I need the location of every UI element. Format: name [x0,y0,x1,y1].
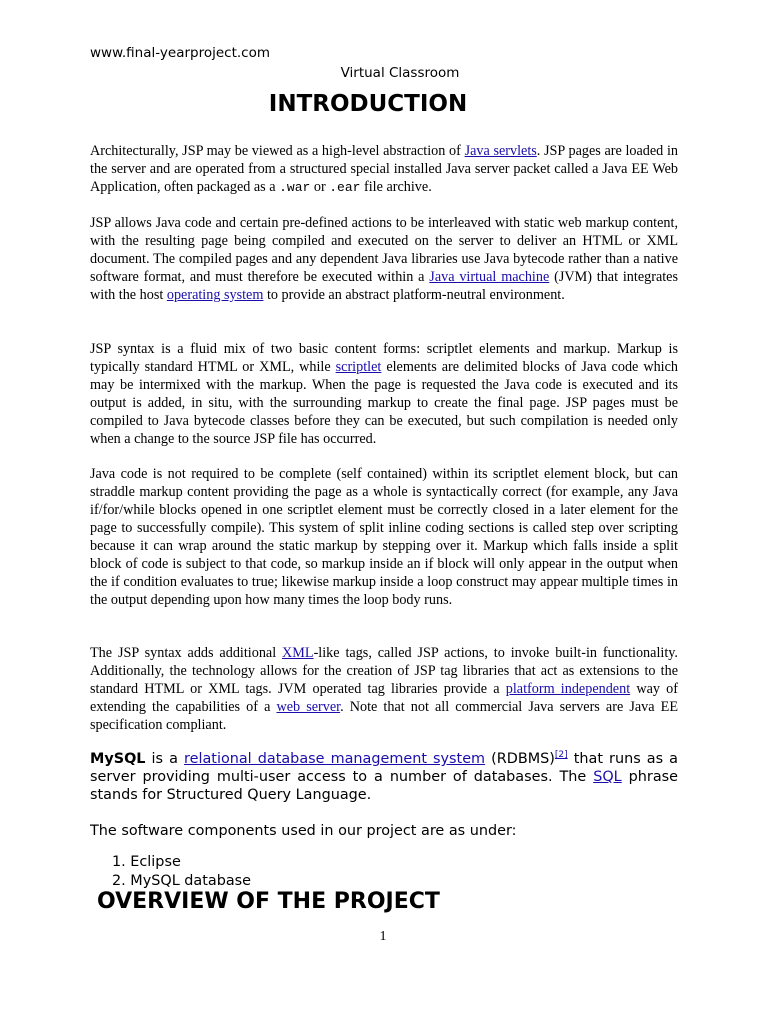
code-war: .war [279,180,311,195]
link-rdbms[interactable]: relational database management system [184,751,486,767]
mysql-bold: MySQL [90,751,146,767]
link-platform-independent[interactable]: platform independent [505,681,631,697]
link-sql[interactable]: SQL [593,769,622,785]
paragraph-jsp-syntax: JSP syntax is a fluid mix of two basic content forms: scriptlet elements and markup. Markup is typically standard HTML or XML, while scriptlet elements are delimited blocks of Java code which may be intermixed with the markup. When the page is requested the Java code is executed and its output is added, in situ, with the surrounding markup to create the final page. JSP pages must be compiled to Java bytecode classes before they can be executed, but such compilation is needed only when a change to the source JSP file has occurred. [90,341,678,447]
link-xml[interactable]: XML [282,645,314,661]
list-item: 2. MySQL database [112,873,252,889]
site-url: www.final-yearproject.com [90,45,270,61]
link-java-virtual-machine[interactable]: Java virtual machine [429,269,550,285]
list-item: 1. Eclipse [112,854,181,870]
components-list [112,853,251,891]
page-number: 1 [379,929,387,944]
introduction-heading: INTRODUCTION [268,91,468,117]
paragraph-jsp-actions: The JSP syntax adds additional XML-like tags, called JSP actions, to invoke built-in functionality. Additionally, the technology allows for the creation of JSP tag libraries that act as extensions to the standard HTML or XML tags. JVM operated tag libraries provide a platform independent way of extending the capabilities of a web server. Note that not all commercial Java servers are Java EE specification compliant. [90,645,678,733]
paragraph-jsp-interleave: JSP allows Java code and certain pre-defined actions to be interleaved with static web markup content, with the resulting page being compiled and executed on the server to deliver an HTML or XML document. The compiled pages and any dependent Java libraries use Java bytecode rather than a native software format, and must therefore be executed within a Java virtual machine (JVM) that integrates with the host operating system to provide an abstract platform-neutral environment. [90,215,679,303]
code-ear: .ear [329,180,361,195]
components-intro: The software components used in our project are as under: [90,823,517,839]
reference-link[interactable]: [2] [554,750,568,761]
link-web-server[interactable]: web server [276,699,341,715]
link-java-servlets[interactable]: Java servlets [464,143,537,159]
paragraph-mysql: MySQL is a relational database management system (RDBMS)[2] that runs as a server providing multi-user access to a number of databases. The SQL phrase stands for Structured Query Language. [90,750,678,803]
overview-heading: OVERVIEW OF THE PROJECT [97,889,440,914]
paragraph-jsp-abstraction: Architecturally, JSP may be viewed as a high-level abstraction of Java servlets. JSP pages are loaded in the server and are operated from a structured special installed Java server packet called a Java EE Web Application, often packaged as a .war or .ear file archive. [90,143,678,195]
link-operating-system[interactable]: operating system [166,287,264,303]
document-title: Virtual Classroom [340,65,460,81]
paragraph-java-code: Java code is not required to be complete (self contained) within its scriptlet element block, but can straddle markup content providing the page as a whole is syntactically correct (for example, any Java if/for/while blocks opened in one scriptlet element must be correctly closed in a later element for the page to successfully compile). This system of split inline coding sections is called step over scripting because it can wrap around the static markup by stepping over it. Markup which falls inside a split block of code is subject to that code, so markup inside an if block will only appear in the output when the if condition evaluates to true; likewise markup inside a loop construct may appear multiple times in the output depending upon how many times the loop body runs. [90,466,678,608]
link-scriptlet[interactable]: scriptlet [335,359,382,375]
